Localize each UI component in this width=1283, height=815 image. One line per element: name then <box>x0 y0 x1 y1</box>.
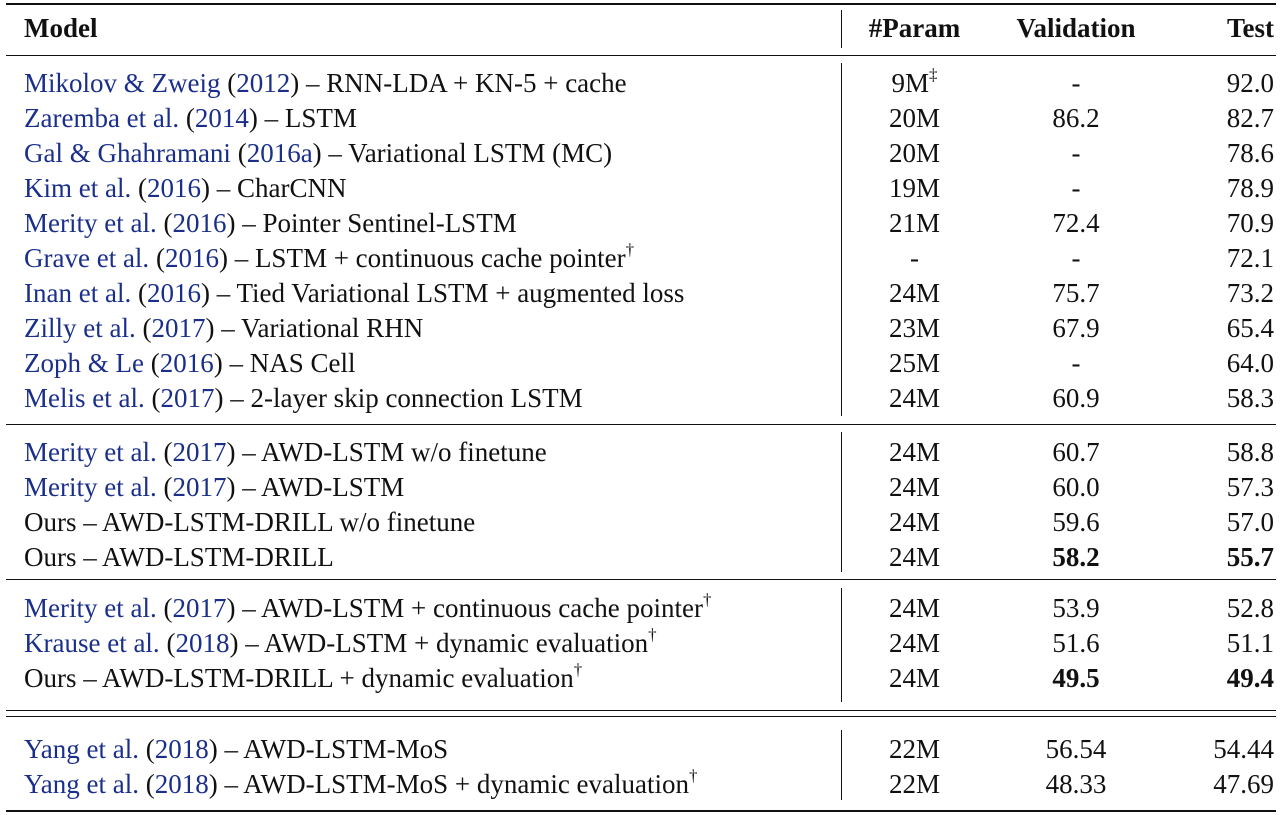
citation-author: Merity et al. <box>24 593 157 623</box>
test-cell: 73.2 <box>1226 278 1274 308</box>
model-description: – AWD-LSTM-MoS <box>217 734 449 764</box>
model-cell <box>24 171 346 205</box>
param-value: 24M <box>888 437 940 467</box>
param-value: 22M <box>888 769 940 799</box>
validation-cell: 86.2 <box>1052 103 1100 133</box>
group-rule-1 <box>6 424 1276 425</box>
citation-year: 2012 <box>236 68 291 98</box>
param-value: 20M <box>888 138 940 168</box>
citation-year: 2018 <box>175 628 230 658</box>
param-value: 20M <box>888 103 940 133</box>
model-cell <box>24 767 698 801</box>
footnote-mark: † <box>648 625 657 644</box>
validation-cell: 56.54 <box>1045 734 1107 764</box>
param-cell <box>842 381 987 415</box>
citation-year: 2017 <box>160 383 215 413</box>
test-cell: 78.6 <box>1226 138 1274 168</box>
test-cell: 65.4 <box>1226 313 1274 343</box>
param-value: 24M <box>888 628 940 658</box>
validation-cell: 67.9 <box>1052 313 1100 343</box>
test-cell: 51.1 <box>1226 628 1274 658</box>
citation-author: Mikolov & Zweig <box>24 68 221 98</box>
param-value: 25M <box>888 348 940 378</box>
model-description: – Variational RHN <box>214 313 424 343</box>
param-cell <box>842 206 987 240</box>
validation-cell: 75.7 <box>1052 278 1100 308</box>
validation-cell: - <box>1071 348 1081 378</box>
model-cell <box>24 626 657 660</box>
param-value: 24M <box>888 663 940 693</box>
citation-paren-close: ) <box>200 278 210 308</box>
citation-author: Kim et al. <box>24 173 132 203</box>
model-cell <box>24 661 582 695</box>
model-cell <box>24 470 404 504</box>
header-param: #Param <box>868 13 961 43</box>
model-name: Ours – AWD-LSTM-DRILL <box>24 542 334 572</box>
footnote-mark: † <box>689 766 698 785</box>
citation-year: 2016 <box>146 278 201 308</box>
footnote-mark: ‡ <box>929 65 938 84</box>
model-cell <box>24 136 612 170</box>
citation-paren-open: ( <box>220 68 237 98</box>
param-value: 19M <box>888 173 940 203</box>
citation-paren-open: ( <box>230 138 247 168</box>
param-value: - <box>910 243 919 273</box>
test-cell: 92.0 <box>1226 68 1274 98</box>
param-value: 24M <box>888 593 940 623</box>
model-cell <box>24 311 423 345</box>
param-cell <box>842 626 987 660</box>
param-cell <box>842 101 987 135</box>
validation-cell: 49.5 <box>1052 663 1100 693</box>
validation-cell: 58.2 <box>1052 542 1100 572</box>
citation-paren-close: ) <box>205 313 215 343</box>
citation-paren-open: ( <box>159 628 176 658</box>
validation-cell: - <box>1071 138 1081 168</box>
param-cell <box>842 732 987 766</box>
citation-year: 2018 <box>154 769 209 799</box>
citation-paren-open: ( <box>131 278 147 308</box>
table-row <box>0 381 1283 415</box>
citation-paren-close: ) <box>208 734 218 764</box>
model-cell <box>24 206 517 240</box>
citation-paren-open: ( <box>139 734 155 764</box>
citation-paren-open: ( <box>156 437 173 467</box>
citation-paren-close: ) <box>226 208 236 238</box>
param-value: 23M <box>888 313 940 343</box>
top-rule <box>6 3 1276 5</box>
test-cell: 58.3 <box>1226 383 1274 413</box>
citation-year: 2017 <box>151 313 206 343</box>
header-validation: Validation <box>1016 13 1136 43</box>
table-row <box>0 136 1283 170</box>
model-description: – RNN-LDA + KN-5 + cache <box>299 68 627 98</box>
citation-author: Melis et al. <box>24 383 145 413</box>
model-description: – AWD-LSTM <box>235 472 405 502</box>
citation-paren-open: ( <box>139 769 155 799</box>
citation-year: 2016 <box>164 243 219 273</box>
model-description: – AWD-LSTM + continuous cache pointer <box>235 593 703 623</box>
validation-cell: 60.0 <box>1052 472 1100 502</box>
test-cell: 54.44 <box>1213 734 1274 764</box>
table-row <box>0 276 1283 310</box>
param-value: 24M <box>888 542 940 572</box>
param-cell <box>842 276 987 310</box>
citation-paren-open: ( <box>156 472 173 502</box>
table-row <box>0 540 1283 574</box>
validation-cell: - <box>1071 173 1081 203</box>
citation-year: 2016 <box>146 173 201 203</box>
param-value: 24M <box>888 278 940 308</box>
param-cell <box>842 470 987 504</box>
table-row <box>0 206 1283 240</box>
table-row <box>0 241 1283 275</box>
model-description: – NAS Cell <box>222 348 356 378</box>
citation-paren-open: ( <box>131 173 147 203</box>
footnote-mark: † <box>625 240 635 259</box>
model-description: – 2-layer skip connection LSTM <box>223 383 583 413</box>
header-rule <box>6 55 1276 56</box>
citation-paren-open: ( <box>179 103 195 133</box>
param-cell <box>842 136 987 170</box>
citation-author: Gal & Ghahramani <box>24 138 231 168</box>
citation-paren-close: ) <box>312 138 322 168</box>
citation-author: Merity et al. <box>24 437 157 467</box>
model-description: – Tied Variational LSTM + augmented loss <box>209 278 685 308</box>
model-description: – Variational LSTM (MC) <box>321 138 613 168</box>
citation-author: Zaremba et al. <box>24 103 180 133</box>
model-cell <box>24 381 583 415</box>
param-cell <box>842 661 987 695</box>
model-cell <box>24 591 711 625</box>
test-cell: 78.9 <box>1226 173 1274 203</box>
citation-author: Zilly et al. <box>24 313 136 343</box>
citation-paren-close: ) <box>208 769 218 799</box>
param-value: 24M <box>888 383 940 413</box>
citation-author: Yang et al. <box>24 734 140 764</box>
citation-paren-close: ) <box>226 593 236 623</box>
model-cell <box>24 241 634 275</box>
citation-paren-open: ( <box>143 348 160 378</box>
validation-cell: - <box>1071 68 1081 98</box>
table-row <box>0 66 1283 100</box>
param-cell <box>842 241 987 275</box>
table-row <box>0 311 1283 345</box>
citation-author: Zoph & Le <box>24 348 144 378</box>
double-rule-a <box>6 710 1276 711</box>
table-row <box>0 435 1283 469</box>
citation-year: 2017 <box>172 593 227 623</box>
model-cell <box>24 101 357 135</box>
param-value: 9M <box>891 68 929 98</box>
test-cell: 49.4 <box>1226 663 1274 693</box>
test-cell: 47.69 <box>1213 769 1274 799</box>
bottom-rule <box>6 810 1276 812</box>
citation-year: 2016 <box>172 208 227 238</box>
model-cell <box>24 505 475 539</box>
validation-cell: 59.6 <box>1052 507 1100 537</box>
model-description: – AWD-LSTM + dynamic evaluation <box>238 628 649 658</box>
validation-cell: 60.7 <box>1052 437 1100 467</box>
citation-paren-close: ) <box>229 628 239 658</box>
citation-author: Grave et al. <box>24 243 150 273</box>
validation-cell: 53.9 <box>1052 593 1100 623</box>
citation-author: Yang et al. <box>24 769 140 799</box>
validation-cell: 60.9 <box>1052 383 1100 413</box>
citation-paren-open: ( <box>144 383 161 413</box>
model-cell <box>24 276 684 310</box>
citation-paren-close: ) <box>226 437 236 467</box>
param-cell <box>842 311 987 345</box>
model-name: Ours – AWD-LSTM-DRILL + dynamic evaluation <box>24 663 574 693</box>
param-cell <box>842 171 987 205</box>
test-cell: 64.0 <box>1226 348 1274 378</box>
citation-paren-close: ) <box>226 472 236 502</box>
table-header <box>0 11 1283 45</box>
header-test: Test <box>1226 13 1274 43</box>
param-cell <box>842 505 987 539</box>
model-name: Ours – AWD-LSTM-DRILL w/o finetune <box>24 507 476 537</box>
model-description: – LSTM + continuous cache pointer <box>227 243 626 273</box>
model-description: – CharCNN <box>209 173 347 203</box>
test-cell: 82.7 <box>1226 103 1274 133</box>
citation-author: Merity et al. <box>24 208 157 238</box>
table-row <box>0 767 1283 801</box>
table-row <box>0 732 1283 766</box>
validation-cell: 48.33 <box>1045 769 1107 799</box>
test-cell: 55.7 <box>1226 542 1274 572</box>
citation-paren-close: ) <box>200 173 210 203</box>
table-row <box>0 661 1283 695</box>
citation-author: Merity et al. <box>24 472 157 502</box>
table-row <box>0 470 1283 504</box>
citation-paren-close: ) <box>248 103 258 133</box>
validation-cell: 72.4 <box>1052 208 1100 238</box>
citation-year: 2017 <box>172 437 227 467</box>
citation-paren-open: ( <box>135 313 152 343</box>
model-cell <box>24 540 334 574</box>
citation-paren-close: ) <box>214 383 224 413</box>
param-value: 22M <box>888 734 940 764</box>
param-value: 21M <box>888 208 940 238</box>
citation-paren-close: ) <box>290 68 300 98</box>
param-cell <box>842 66 987 100</box>
model-description: – AWD-LSTM w/o finetune <box>235 437 547 467</box>
model-cell <box>24 346 356 380</box>
validation-cell: 51.6 <box>1052 628 1100 658</box>
model-cell <box>24 732 448 766</box>
citation-paren-close: ) <box>213 348 223 378</box>
citation-paren-open: ( <box>156 208 173 238</box>
table-row <box>0 591 1283 625</box>
model-cell <box>24 435 547 469</box>
validation-cell: - <box>1071 243 1081 273</box>
double-rule-b <box>6 716 1276 717</box>
citation-author: Krause et al. <box>24 628 160 658</box>
param-value: 24M <box>888 472 940 502</box>
test-cell: 58.8 <box>1226 437 1274 467</box>
footnote-mark: † <box>573 660 583 679</box>
table-row <box>0 171 1283 205</box>
param-value: 24M <box>888 507 940 537</box>
table-row <box>0 346 1283 380</box>
param-cell <box>842 346 987 380</box>
model-description: – AWD-LSTM-MoS + dynamic evaluation <box>217 769 690 799</box>
citation-paren-open: ( <box>149 243 165 273</box>
param-cell <box>842 435 987 469</box>
header-model: Model <box>24 13 98 43</box>
test-cell: 57.3 <box>1226 472 1274 502</box>
param-cell <box>842 540 987 574</box>
table-row <box>0 626 1283 660</box>
param-cell <box>842 767 987 801</box>
footnote-mark: † <box>702 590 712 609</box>
test-cell: 57.0 <box>1226 507 1274 537</box>
citation-paren-close: ) <box>218 243 228 273</box>
test-cell: 70.9 <box>1226 208 1274 238</box>
model-description: – LSTM <box>257 103 357 133</box>
citation-year: 2017 <box>172 472 227 502</box>
model-description: – Pointer Sentinel-LSTM <box>235 208 517 238</box>
table-row <box>0 101 1283 135</box>
table-row <box>0 505 1283 539</box>
citation-paren-open: ( <box>156 593 173 623</box>
citation-year: 2014 <box>194 103 249 133</box>
citation-year: 2016a <box>246 138 313 168</box>
param-cell <box>842 591 987 625</box>
citation-author: Inan et al. <box>24 278 132 308</box>
citation-year: 2018 <box>154 734 209 764</box>
test-cell: 52.8 <box>1226 593 1274 623</box>
test-cell: 72.1 <box>1226 243 1274 273</box>
model-cell <box>24 66 627 100</box>
citation-year: 2016 <box>159 348 214 378</box>
group-rule-2 <box>6 579 1276 580</box>
